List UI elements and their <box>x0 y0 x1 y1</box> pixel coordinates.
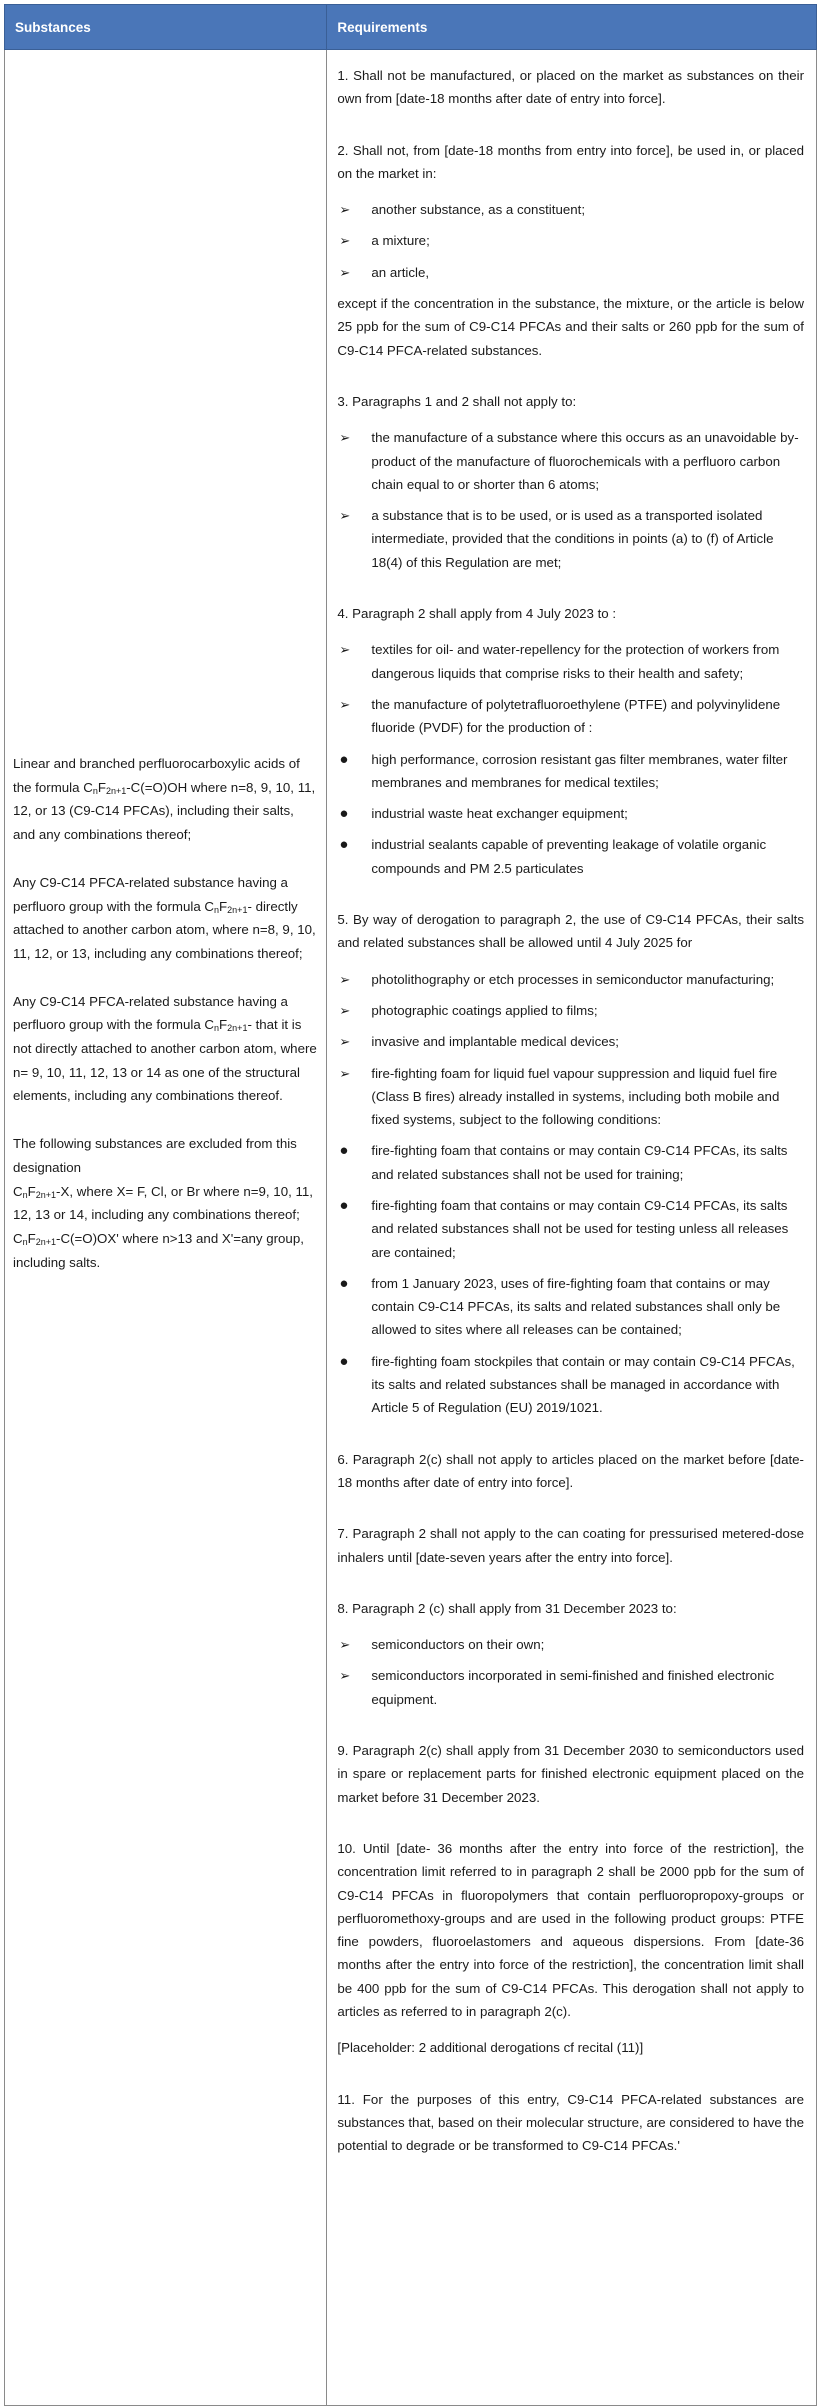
requirement-4-intro: 4. Paragraph 2 shall apply from 4 July 2023 to : <box>337 606 617 622</box>
requirement-11 <box>337 2088 804 2158</box>
list-item: ➢ the manufacture of a substance where this occurs as an unavoidable by-product of the manufacture of fluorochemicals with a perfluoro carbon chain equal to or shorter than 6 atoms; <box>337 426 804 496</box>
arrow-bullet-icon: ➢ <box>339 264 351 280</box>
list-item: ➢ photolithography or etch processes in semiconductor manufacturing; <box>337 968 804 991</box>
requirement-3 <box>337 390 804 574</box>
dot-bullet-icon: ● <box>339 805 349 823</box>
requirement-9-text: 9. Paragraph 2(c) shall apply from 31 December 2030 to semiconductors used in spare or replacement parts for finished electronic equipment placed on the market before 31 December 2023. <box>337 1743 804 1805</box>
requirement-6-text: 6. Paragraph 2(c) shall not apply to articles placed on the market before [date-18 months after date of entry into force]. <box>337 1451 804 1490</box>
list-item: ➢ fire-fighting foam for liquid fuel vapour suppression and liquid fuel fire (Class B fires) already installed in systems, including both mobile and fixed systems, subject to the following conditions: <box>337 1062 804 1132</box>
dot-bullet-icon: ● <box>339 836 349 854</box>
arrow-bullet-icon: ➢ <box>339 1668 351 1684</box>
arrow-bullet-icon: ➢ <box>339 233 351 249</box>
list-item: ● fire-fighting foam that contains or may contain C9-C14 PFCAs, its salts and related substances shall not be used for testing unless all releases are contained; <box>337 1194 804 1264</box>
dot-bullet-icon: ● <box>339 1142 349 1160</box>
requirement-2 <box>337 139 804 362</box>
list-item: ➢ photographic coatings applied to films; <box>337 999 804 1022</box>
list-item: ● industrial sealants capable of preventing leakage of volatile organic compounds and PM 2.5 particulates <box>337 833 804 880</box>
requirement-2-outro: except if the concentration in the substance, the mixture, or the article is below 25 ppb for the sum of C9-C14 PFCAs and their salts or 260 ppb for the sum of C9-C14 PFCA-related substances. <box>337 296 804 358</box>
restriction-table <box>4 4 817 2406</box>
arrow-bullet-icon: ➢ <box>339 1637 351 1653</box>
requirement-4 <box>337 602 804 880</box>
requirement-7 <box>337 1522 804 1569</box>
requirements-column-header: Requirements <box>327 5 817 50</box>
requirements-cell <box>327 50 817 2406</box>
list-item: ● industrial waste heat exchanger equipment; <box>337 802 804 825</box>
exclusion-carboxyl: $C_nF_{2n+1}-C(=O)OX'$ where n>13 and X'=any group, including salts. <box>13 1230 304 1270</box>
requirement-10-text: 10. Until [date- 36 months after the entry into force of the restriction], the concentration limit referred to in paragraph 2 shall be 2000 ppb for the sum of C9-C14 PFCAs in fluoropolymers that contain perfluoropropoxy-groups or perfluoromethoxy-groups and are used in the following product groups: PTFE fine powders, fluoroelastomers and aqueous dispersions. From [date-36 months after the entry into force of the restriction], the concentration limit shall be 400 ppb for the sum of C9-C14 PFCAs. This derogation shall not apply to articles as referred to in paragraph 2(c). <box>337 1840 804 2019</box>
dot-bullet-icon: ● <box>339 1352 349 1370</box>
substances-column-header: Substances <box>5 5 327 50</box>
requirement-9 <box>337 1739 804 1809</box>
arrow-bullet-icon: ➢ <box>339 971 351 987</box>
list-item: ● fire-fighting foam stockpiles that contain or may contain C9-C14 PFCAs, its salts and related substances shall be managed in accordance with Article 5 of Regulation (EU) 2019/1021. <box>337 1350 804 1420</box>
requirement-8-intro: 8. Paragraph 2 (c) shall apply from 31 December 2023 to: <box>337 1600 677 1616</box>
table-row <box>5 50 817 2406</box>
arrow-bullet-icon: ➢ <box>339 696 351 712</box>
arrow-bullet-icon: ➢ <box>339 642 351 658</box>
substance-pfca: Linear and branched perfluorocarboxylic acids of the formula $C_nF_{2n+1}-C(=O)OH$ where n=8, 9, 10, 11, 12, or 13 (C9-C14 PFCAs), including their salts, and any combinations thereof; <box>13 756 316 843</box>
requirement-1 <box>337 64 804 111</box>
requirement-5 <box>337 908 804 1420</box>
list-item: ● from 1 January 2023, uses of fire-fighting foam that contains or may contain C9-C14 PFCAs, its salts and related substances shall only be allowed to sites where all releases can be contained; <box>337 1272 804 1342</box>
list-item: ➢ semiconductors incorporated in semi-finished and finished electronic equipment. <box>337 1664 804 1711</box>
substance-related-indirect: Any C9-C14 PFCA-related substance having a perfluoro group with the formula $C_nF_{2n+1}-$ that it is not directly attached to another carbon atom, where n= 9, 10, 11, 12, 13 or 14 as one of the structural elements, including any combinations thereof. <box>13 993 317 1104</box>
dot-bullet-icon: ● <box>339 750 349 768</box>
arrow-bullet-icon: ➢ <box>339 202 351 218</box>
requirement-2-intro: 2. Shall not, from [date-18 months from entry into force], be used in, or placed on the market in: <box>337 142 804 181</box>
requirement-8 <box>337 1597 804 1711</box>
requirement-5-intro: 5. By way of derogation to paragraph 2, the use of C9-C14 PFCAs, their salts and related substances shall be allowed until 4 July 2025 for <box>337 912 804 951</box>
arrow-bullet-icon: ➢ <box>339 430 351 446</box>
requirement-6 <box>337 1448 804 1495</box>
list-item: ➢ an article, <box>337 261 804 284</box>
requirement-3-intro: 3. Paragraphs 1 and 2 shall not apply to: <box>337 393 577 409</box>
arrow-bullet-icon: ➢ <box>339 1002 351 1018</box>
exclusion-intro: The following substances are excluded from this designation <box>13 1136 297 1175</box>
list-item: ➢ a mixture; <box>337 229 804 252</box>
list-item: ➢ textiles for oil- and water-repellency for the protection of workers from dangerous liquids that comprise risks to their health and safety; <box>337 638 804 685</box>
exclusion-halide: $C_nF_{2n+1}-X$, where X= F, Cl, or Br where n=9, 10, 11, 12, 13 or 14, including any combinations thereof; <box>13 1183 313 1223</box>
list-item: ➢ invasive and implantable medical devices; <box>337 1030 804 1053</box>
list-item: ➢ the manufacture of polytetrafluoroethylene (PTFE) and polyvinylidene fluoride (PVDF) for the production of : <box>337 693 804 740</box>
list-item: ➢ a substance that is to be used, or is used as a transported isolated intermediate, provided that the conditions in points (a) to (f) of Article 18(4) of this Regulation are met; <box>337 504 804 574</box>
list-item: ➢ another substance, as a constituent; <box>337 198 804 221</box>
arrow-bullet-icon: ➢ <box>339 1034 351 1050</box>
requirement-1-text: 1. Shall not be manufactured, or placed on the market as substances on their own from [date-18 months after date of entry into force]. <box>337 68 804 107</box>
requirement-11-text: 11. For the purposes of this entry, C9-C14 PFCA-related substances are substances that, based on their molecular structure, are considered to have the potential to degrade or be transformed to C9-C14 PFCAs.' <box>337 2091 804 2154</box>
list-item: ➢ semiconductors on their own; <box>337 1633 804 1656</box>
list-item: ● high performance, corrosion resistant gas filter membranes, water filter membranes and membranes for medical textiles; <box>337 748 804 795</box>
requirement-10-placeholder: [Placeholder: 2 additional derogations cf recital (11)] <box>337 2040 644 2056</box>
arrow-bullet-icon: ➢ <box>339 508 351 524</box>
requirement-10 <box>337 1837 804 2060</box>
dot-bullet-icon: ● <box>339 1274 349 1292</box>
substances-content <box>13 752 318 1274</box>
list-item: ● fire-fighting foam that contains or may contain C9-C14 PFCAs, its salts and related substances shall not be used for training; <box>337 1139 804 1186</box>
substances-cell <box>5 50 327 2406</box>
table-header-row <box>5 5 817 50</box>
dot-bullet-icon: ● <box>339 1196 349 1214</box>
arrow-bullet-icon: ➢ <box>339 1065 351 1081</box>
requirement-7-text: 7. Paragraph 2 shall not apply to the can coating for pressurised metered-dose inhalers until [date-seven years after the entry into force]. <box>337 1526 804 1565</box>
substance-related-direct: Any C9-C14 PFCA-related substance having a perfluoro group with the formula $C_nF_{2n+1}-$ directly attached to another carbon atom, where n=8, 9, 10, 11, 12, or 13, including any combinations thereof; <box>13 874 316 961</box>
